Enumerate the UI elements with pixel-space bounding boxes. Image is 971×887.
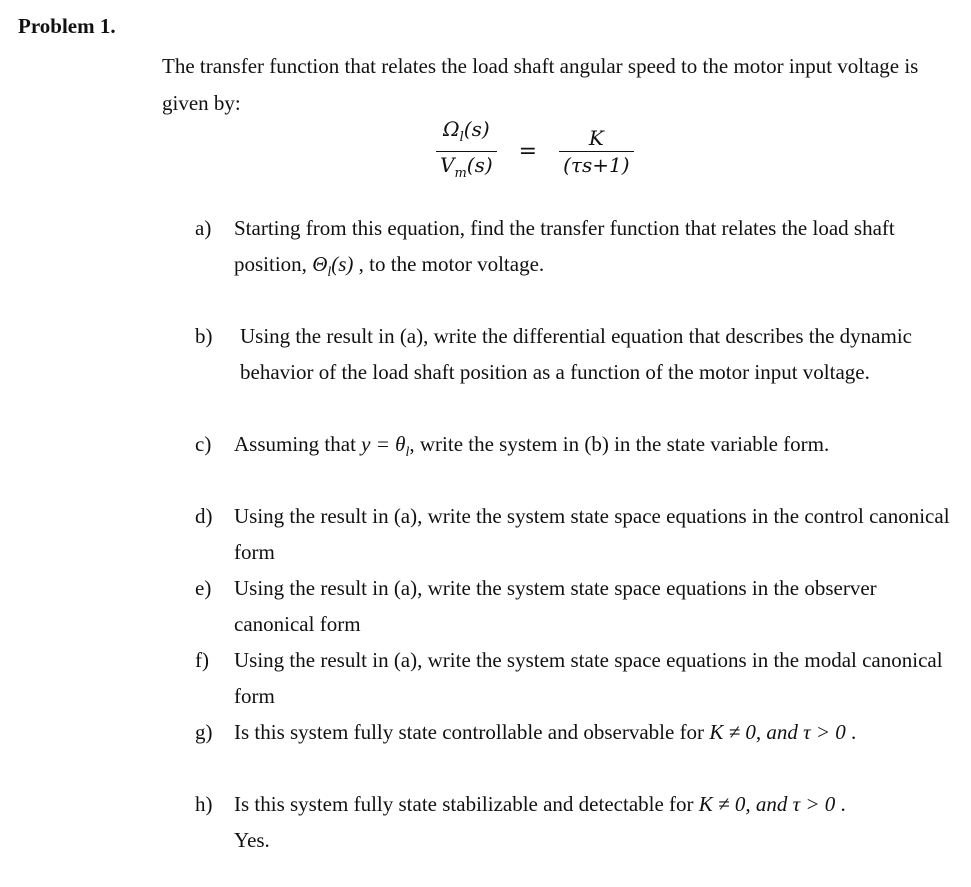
item-text: Assuming that $y = \theta_l$, write the system in (b) in the state variable form. xyxy=(234,432,830,461)
item-g xyxy=(195,714,960,750)
item-label: b) xyxy=(195,324,213,348)
item-h xyxy=(195,786,960,858)
item-label: f) xyxy=(195,648,209,672)
math-inline: $\Theta_l(s)$ xyxy=(312,252,354,281)
math-inline: $y = \theta_l$ xyxy=(361,432,410,461)
item-e xyxy=(195,570,960,642)
lhs-denominator: $V_m(s)$ xyxy=(440,153,493,181)
item-text: Is this system fully state controllable and observable for K ≠ 0, and τ > 0 . xyxy=(234,720,857,744)
item-label: c) xyxy=(195,432,212,456)
answer-text: Yes. xyxy=(234,828,270,852)
lhs-numerator: $\Omega_l(s)$ xyxy=(443,117,490,145)
math-inline: K ≠ 0, and τ > 0 xyxy=(698,792,836,816)
item-c xyxy=(195,426,960,471)
item-text: Using the result in (a), write the system state space equations in the control canonical form xyxy=(234,504,950,564)
equals-sign: = xyxy=(518,139,538,164)
rhs-fraction xyxy=(559,125,633,178)
item-text: Using the result in (a), write the system state space equations in the modal canonical form xyxy=(234,648,943,708)
item-label: d) xyxy=(195,504,213,528)
item-text: Starting from this equation, find the transfer function that relates the load shaft position, $\Theta_l(s)$ , to the motor voltage. xyxy=(234,216,895,281)
item-b xyxy=(195,318,960,390)
math-inline: K ≠ 0, and τ > 0 xyxy=(709,720,846,744)
item-text: Is this system fully state stabilizable and detectable for K ≠ 0, and τ > 0 . xyxy=(234,792,846,816)
problem-title: Problem 1. xyxy=(18,14,116,38)
transfer-function-equation xyxy=(436,116,634,187)
item-text: Using the result in (a), write the system state space equations in the observer canonical form xyxy=(234,576,877,636)
item-label: h) xyxy=(195,792,213,816)
item-label: a) xyxy=(195,216,212,240)
item-a xyxy=(195,210,960,291)
item-f xyxy=(195,642,960,714)
item-label: e) xyxy=(195,576,212,600)
rhs-denominator: (τs+1) xyxy=(563,153,630,177)
item-label: g) xyxy=(195,720,213,744)
item-text: Using the result in (a), write the differential equation that describes the dynamic behavior of the load shaft position as a function of the motor input voltage. xyxy=(240,324,912,384)
intro-paragraph: The transfer function that relates the load shaft angular speed to the motor input voltage is given by: xyxy=(162,54,919,115)
item-d xyxy=(195,498,960,570)
rhs-numerator: K xyxy=(588,126,604,150)
lhs-fraction xyxy=(436,116,497,187)
